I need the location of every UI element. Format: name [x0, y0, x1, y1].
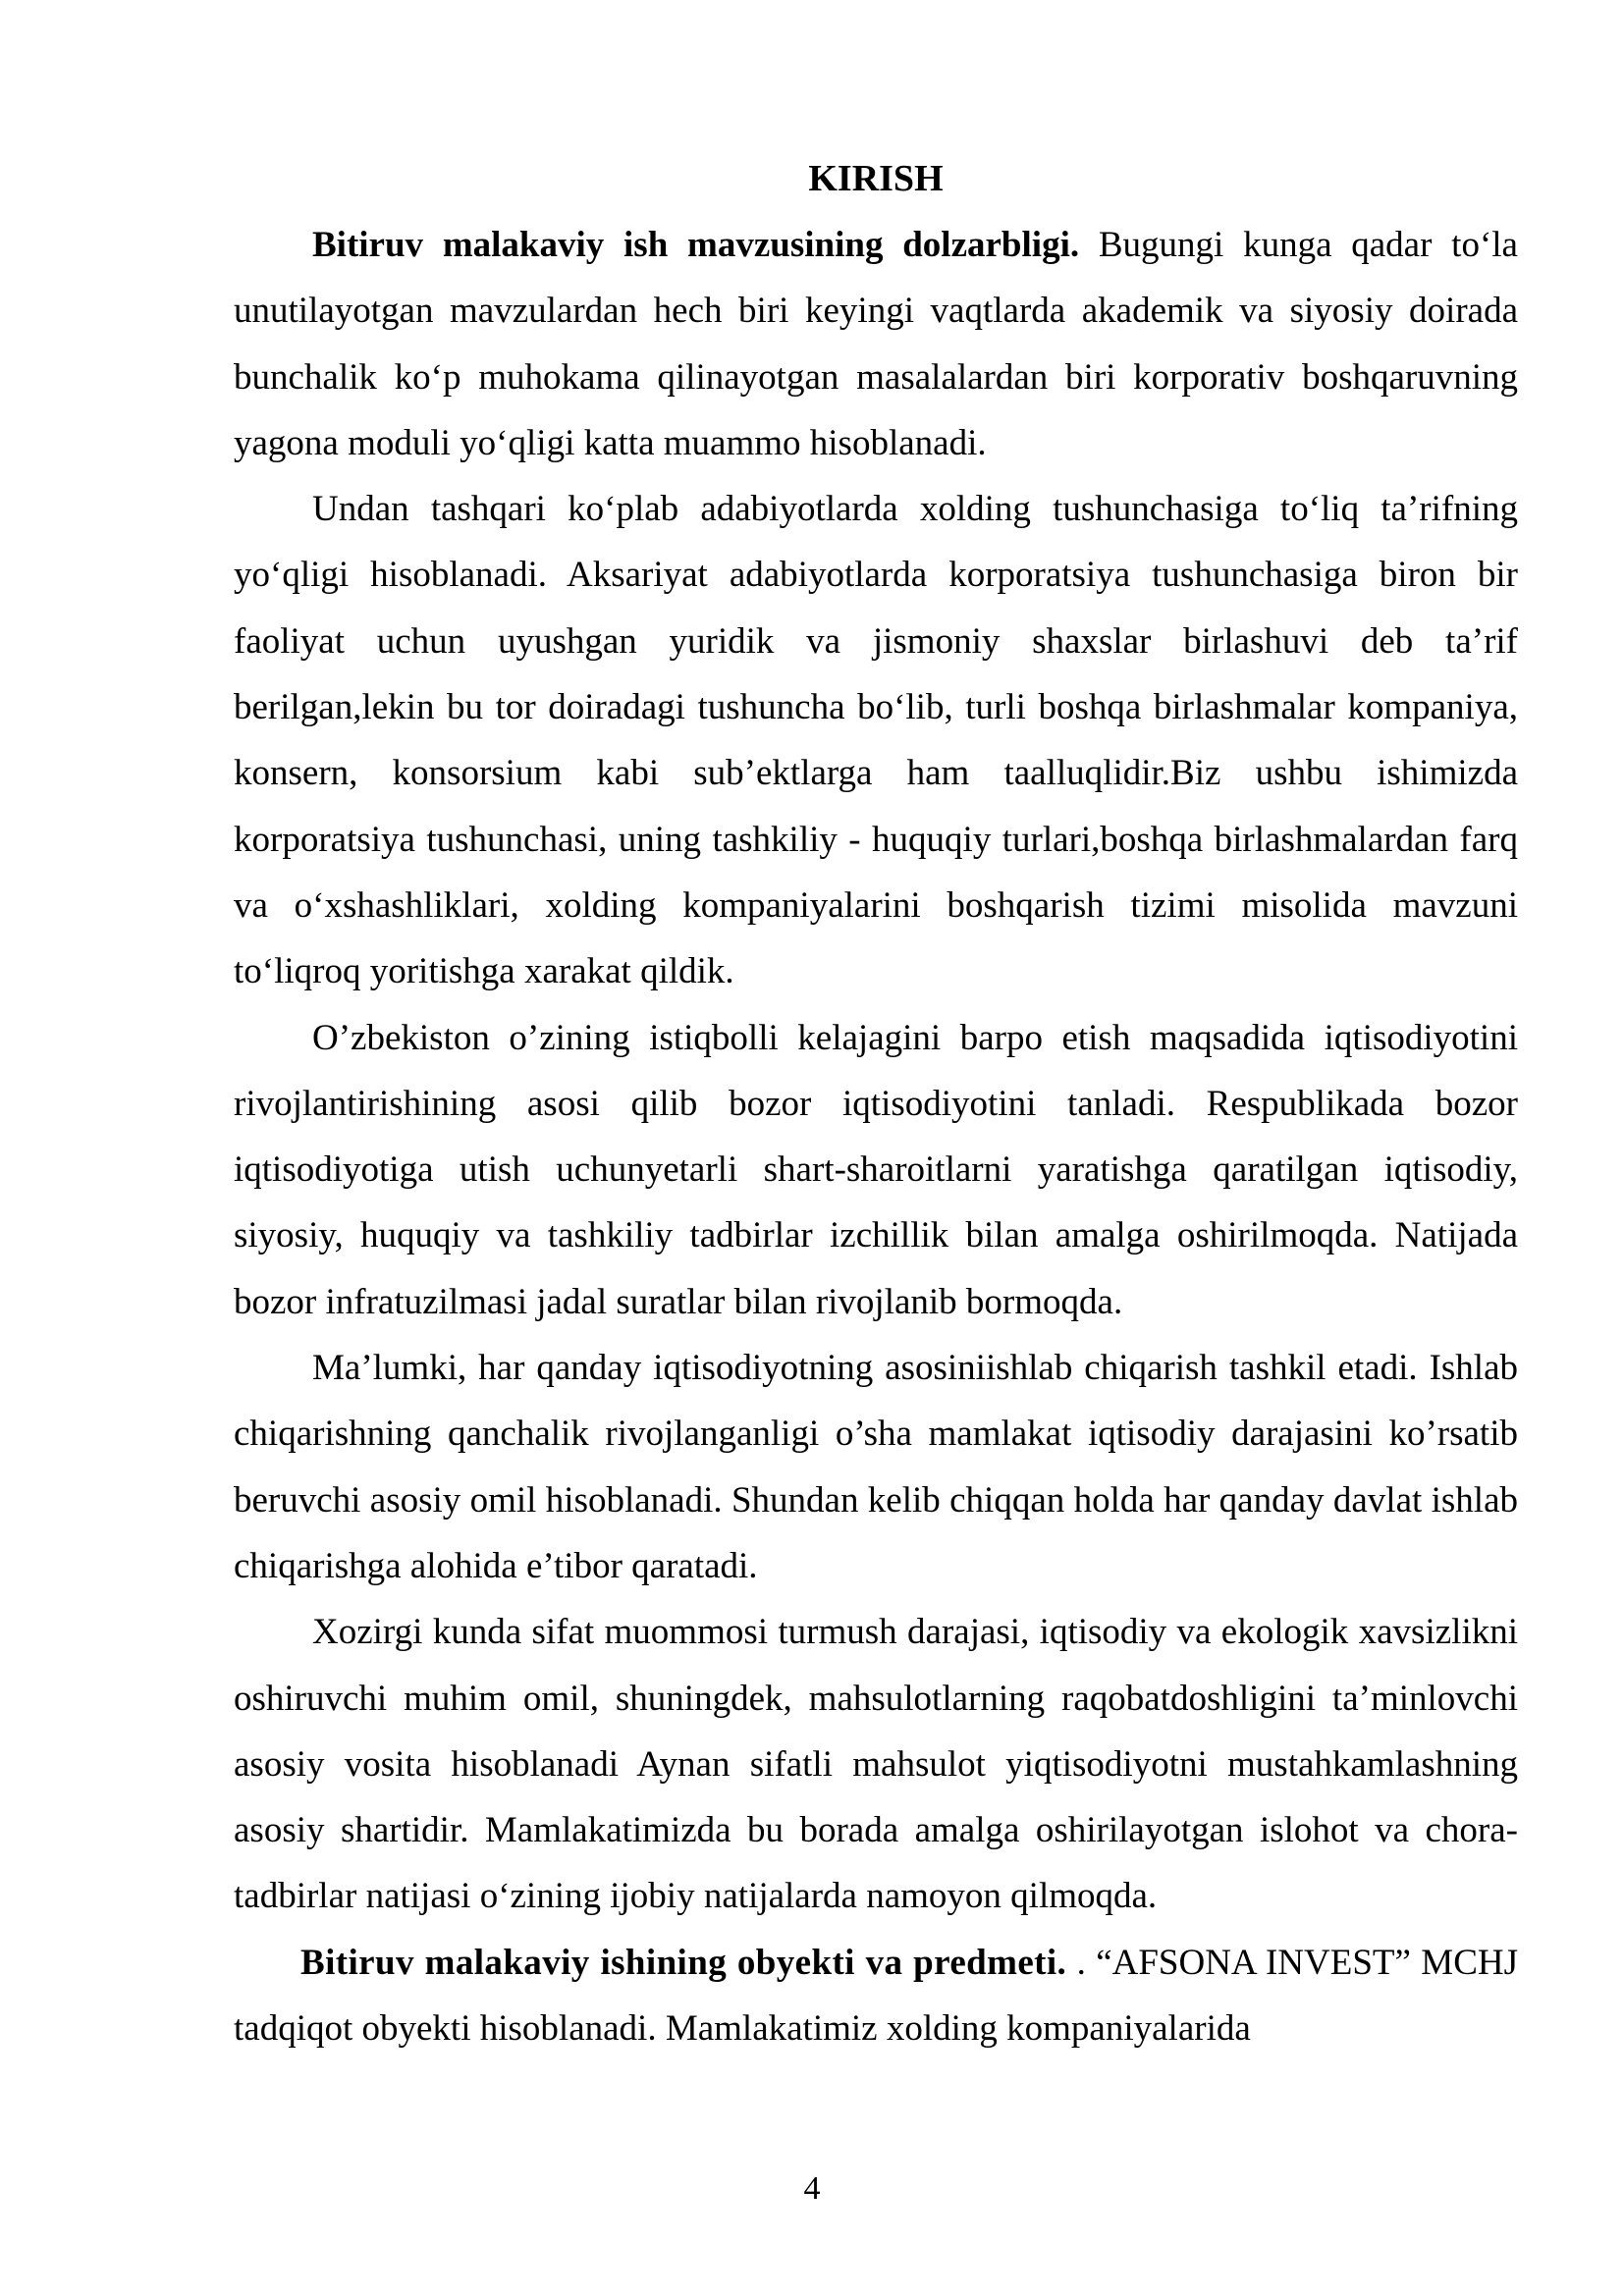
- paragraph-holding-definition: [234, 476, 1518, 1004]
- page-number: 4: [803, 2170, 821, 2207]
- paragraph-market-economy: [234, 1005, 1518, 1335]
- paragraph-text: . “AFSONA INVEST” MCHJ tadqiqot obyekti hisoblanadi. Mamlakatimiz xolding kompaniyalarida: [234, 1942, 1518, 2050]
- section-heading: KIRISH: [808, 158, 944, 199]
- paragraph-text: Xozirgi kunda sifat muommosi turmush darajasi, iqtisodiy va ekologik xavsizlikni oshiruvchi muhim omil, shuningdek, mahsulotlarning raqobatdoshligini ta’minlovchi asosiy vosita hisoblanadi Aynan sifatli mahsulot yiqtisodiyotni mustahkamlashning asosiy shartidir. Mamlakatimizda bu borada amalga oshirilayotgan islohot va chora-tadbirlar natijasi o‘zining ijobiy natijalarda namoyon qilmoqda.: [234, 1612, 1518, 1917]
- paragraph-production: [234, 1335, 1518, 1599]
- paragraph-quality: [234, 1599, 1518, 1929]
- paragraph-text: Undan tashqari ko‘plab adabiyotlarda xolding tushunchasiga to‘liq ta’rifning yo‘qligi hisoblanadi. Aksariyat adabiyotlarda korporatsiya tushunchasiga biron bir faoliyat uchun uyushgan yuridik va jismoniy shaxslar birlashuvi deb ta’rif berilgan,lekin bu tor doiradagi tushuncha bo‘lib, turli boshqa birlashmalar kompaniya, konsern, konsorsium kabi sub’ektlarga ham taalluqlidir.Biz ushbu ishimizda korporatsiya tushunchasi, uning tashkiliy - huquqiy turlari,boshqa birlashmalardan farq va o‘xshashliklari, xolding kompaniyalarini boshqarish tizimi misolida mavzuni to‘liqroq yoritishga xarakat qildik.: [234, 489, 1518, 992]
- paragraph-text: O’zbekiston o’zining istiqbolli kelajagini barpo etish maqsadida iqtisodiyotini rivojlantirishining asosi qilib bozor iqtisodiyotini tanladi. Respublikada bozor iqtisodiyotiga utish uchunyetarli shart-sharoitlarni yaratishga qaratilgan iqtisodiy, siyosiy, huquqiy va tashkiliy tadbirlar izchillik bilan amalga oshirilmoqda. Natijada bozor infratuzilmasi jadal suratlar bilan rivojlanib bormoqda.: [234, 1017, 1518, 1322]
- paragraph-text: Ma’lumki, har qanday iqtisodiyotning asosiniishlab chiqarish tashkil etadi. Ishlab chiqarishning qanchalik rivojlanganligi o’sha mamlakat iqtisodiy darajasini ko’rsatib beruvchi asosiy omil hisoblanadi. Shundan kelib chiqqan holda har qanday davlat ishlab chiqarishga alohida e’tibor qaratadi.: [234, 1348, 1518, 1586]
- paragraph-lead: Bitiruv malakaviy ish mavzusining dolzarbligi.: [312, 225, 1080, 265]
- paragraph-text: Bugungi kunga qadar to‘la unutilayotgan mavzulardan hech biri keyingi vaqtlarda akademik va siyosiy doirada bunchalik ko‘p muhokama qilinayotgan masalalardan biri korporativ boshqaruvning yagona moduli yo‘qligi katta muammo hisoblanadi.: [234, 225, 1518, 463]
- paragraph-object-subject: [234, 1930, 1518, 2062]
- paragraph-relevance: [234, 212, 1518, 476]
- paragraph-lead: Bitiruv malakaviy ishining obyekti va predmeti.: [300, 1942, 1067, 1983]
- document-page: [234, 147, 1518, 2061]
